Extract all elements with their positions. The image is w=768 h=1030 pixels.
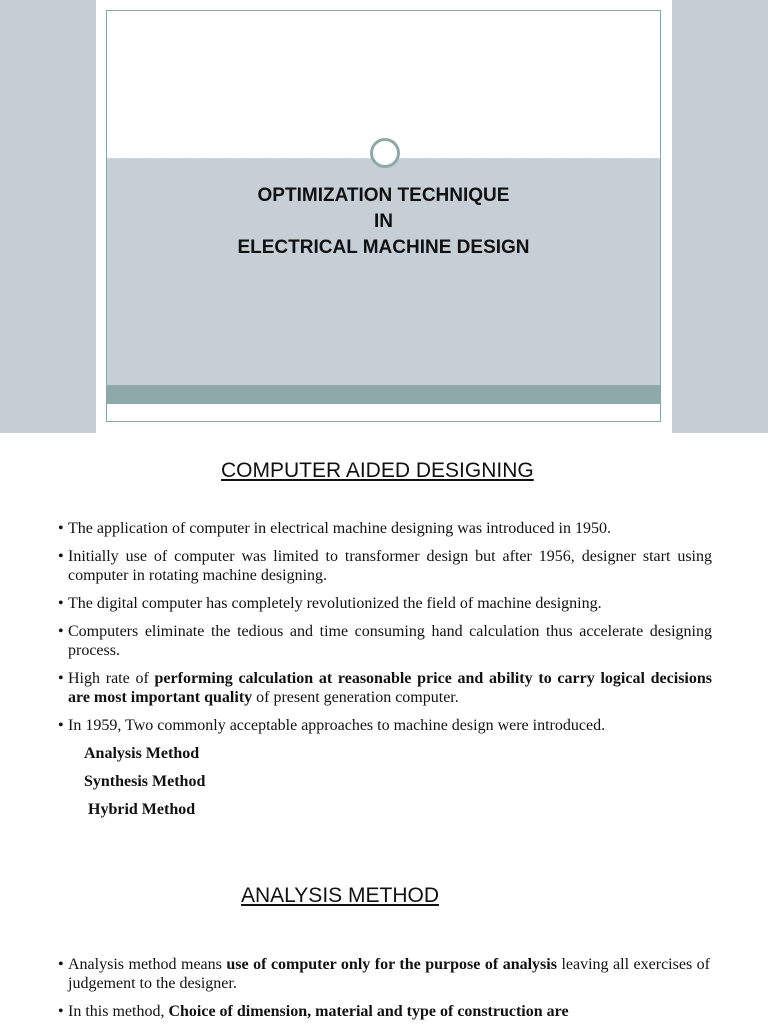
list-item: • The application of computer in electrical machine designing was introduced in 1950. <box>58 519 712 538</box>
list-item-bold-text: Choice of dimension, material and type of construction are <box>168 1003 569 1020</box>
list-item: • Initially use of computer was limited to transformer design but after 1956, designer start using computer in rotating machine designing. <box>58 547 712 585</box>
method-item: Synthesis Method <box>84 773 206 790</box>
list-item <box>58 1002 710 1021</box>
list-item: • Computers eliminate the tedious and time consuming hand calculation thus accelerate designing process. <box>58 622 712 660</box>
slide-title-line: ELECTRICAL MACHINE DESIGN <box>237 237 530 258</box>
list-item <box>58 669 712 707</box>
slide-title-line: IN <box>374 211 393 232</box>
list-item: • In 1959, Two commonly acceptable approaches to machine design were introduced. <box>58 716 712 735</box>
list-item-bold-text: use of computer only for the purpose of analysis <box>226 956 557 973</box>
list-item-text: Analysis method means <box>68 956 227 973</box>
list-item-bold-text: performing calculation at reasonable price and ability to carry logical decisions are most important quality <box>68 670 712 706</box>
slide-title <box>107 183 660 261</box>
slide-bottom-strip <box>107 385 660 404</box>
slide-circle-ornament <box>370 138 400 168</box>
method-item: Hybrid Method <box>88 801 196 818</box>
section-heading-analysis-method: ANALYSIS METHOD <box>241 884 439 907</box>
bullet-list <box>58 955 710 1030</box>
list-item-text: In this method, <box>68 1003 169 1020</box>
bullet-list <box>58 519 712 744</box>
list-item-text: leaving all exercises of judgement to the designer. <box>68 956 711 992</box>
list-item-text: of present generation computer. <box>252 689 459 706</box>
title-slide <box>96 0 672 433</box>
list-item-text: High rate of <box>68 670 155 687</box>
method-list <box>84 744 205 828</box>
slide-title-line: OPTIMIZATION TECHNIQUE <box>257 185 510 206</box>
method-item: Analysis Method <box>84 745 200 762</box>
section-heading-computer-aided-designing: COMPUTER AIDED DESIGNING <box>221 459 534 482</box>
list-item <box>58 955 710 993</box>
list-item: • The digital computer has completely revolutionized the field of machine designing. <box>58 594 712 613</box>
slide-frame <box>106 10 661 422</box>
